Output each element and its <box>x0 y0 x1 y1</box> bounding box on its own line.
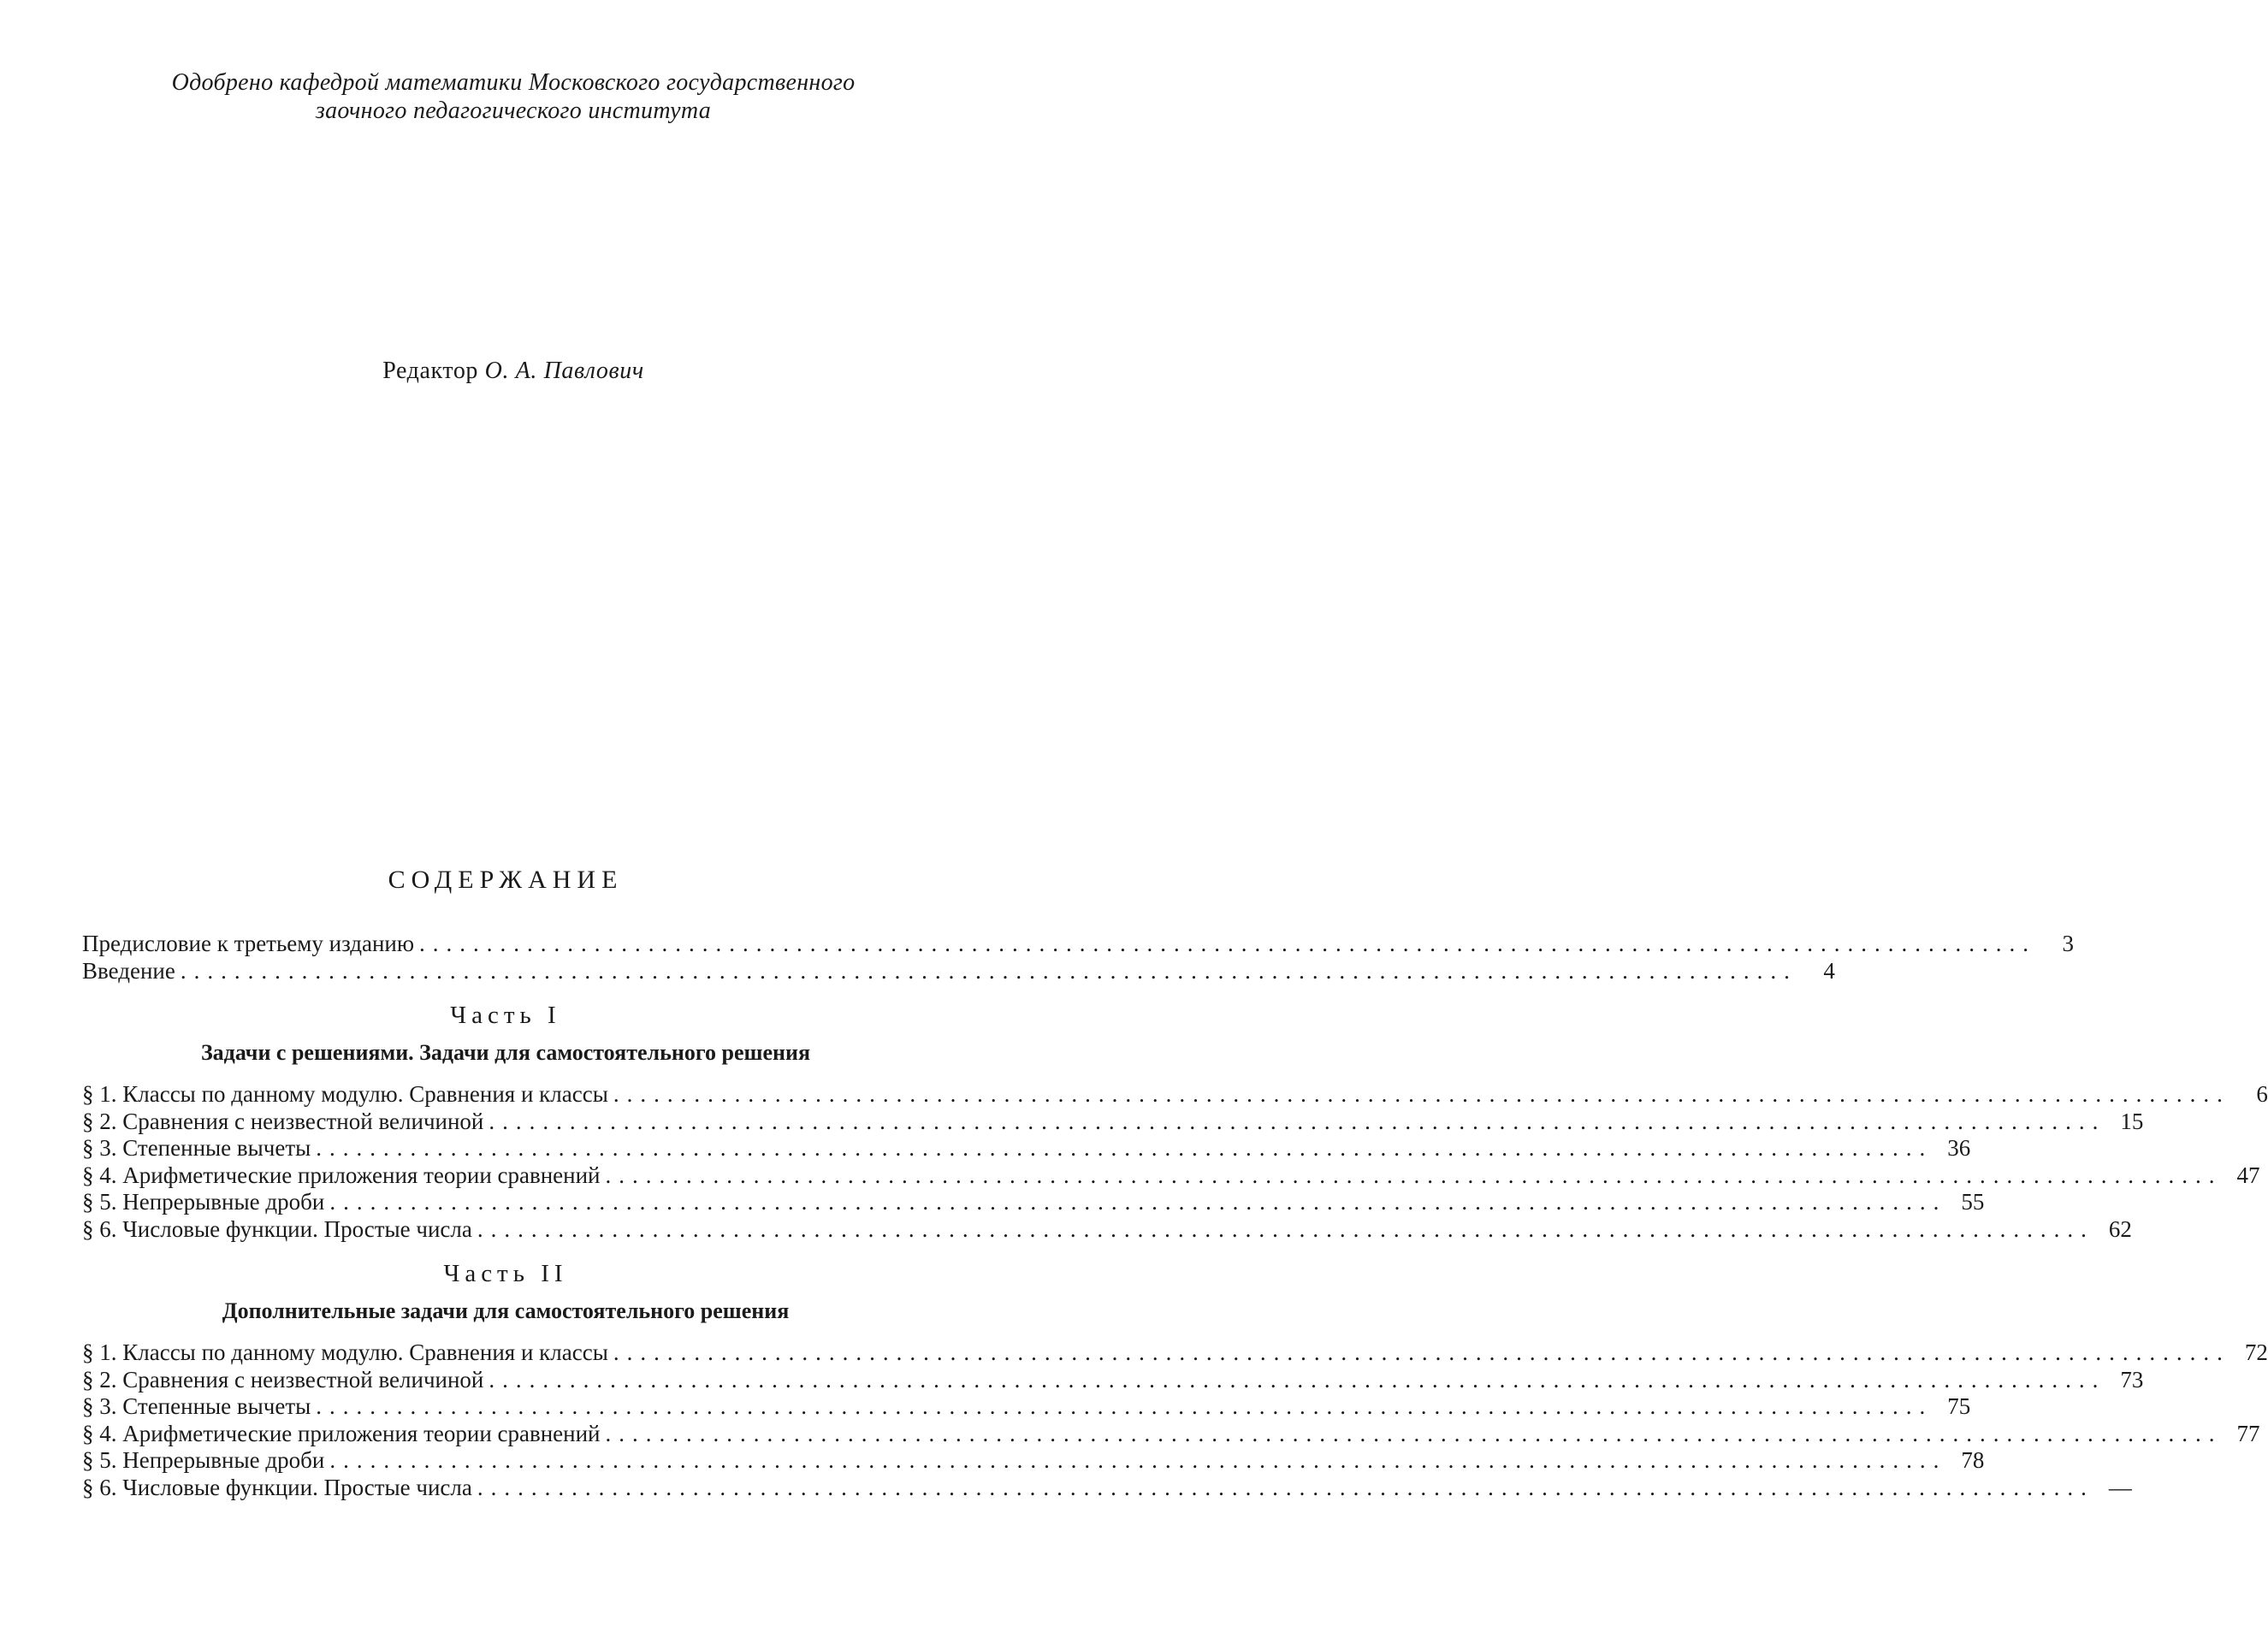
toc-entry-page: 75 <box>1947 1393 1971 1419</box>
editor-name: О. А. Павлович <box>484 358 644 384</box>
toc-leader: ........................................................................................................................ <box>316 1135 1933 1161</box>
toc-leader: ........................................................................................................................ <box>613 1339 2230 1365</box>
editor-credit <box>0 358 1027 385</box>
toc-intro <box>82 931 2075 985</box>
part-title: Часть I <box>450 1002 561 1029</box>
toc-entry-page: 78 <box>1961 1447 1985 1473</box>
toc-part-2 <box>82 1260 2268 1501</box>
toc-entry <box>82 1339 2268 1367</box>
toc-entry <box>82 1393 1971 1421</box>
toc-entry-label: § 6. Числовые функции. Простые числа <box>82 1474 472 1500</box>
toc-entry-page: 3 <box>2062 931 2075 956</box>
editor-label: Редактор <box>382 358 479 384</box>
toc-entry <box>82 1474 2132 1502</box>
part-subtitle: Задачи с решениями. Задачи для самостоятельного решения <box>200 1040 811 1065</box>
part-title: Часть II <box>443 1260 568 1287</box>
toc-entry-label: § 6. Числовые функции. Простые числа <box>82 1215 472 1242</box>
toc-leader: ........................................................................................................................ <box>477 1215 2094 1242</box>
toc-entry-label: Введение <box>82 957 175 984</box>
toc-entry-page: 36 <box>1947 1135 1971 1161</box>
toc-entry <box>82 1162 2260 1190</box>
toc-entry-label: § 2. Сравнения с неизвестной величиной <box>82 1366 484 1393</box>
toc-entry-page: 15 <box>2120 1108 2144 1134</box>
toc-entry-label: § 5. Непрерывные дроби <box>82 1447 325 1473</box>
toc-entry <box>82 931 2075 958</box>
toc-entry-page: 77 <box>2236 1420 2260 1446</box>
toc-entry-label: § 4. Арифметические приложения теории сравнений <box>82 1420 601 1446</box>
toc-entry <box>82 1215 2132 1244</box>
toc-entry-page: 73 <box>2120 1366 2144 1393</box>
toc-leader: ........................................................................................................................ <box>477 1474 2094 1500</box>
toc-entry <box>82 1366 2144 1394</box>
toc-entry-page: 4 <box>1823 957 1835 984</box>
toc-part-1 <box>82 1002 2268 1243</box>
toc-entry-page: 72 <box>2244 1339 2268 1365</box>
toc-entry-page: 55 <box>1961 1189 1985 1215</box>
toc-entry <box>82 1081 2268 1109</box>
toc-entry-label: § 3. Степенные вычеты <box>82 1393 311 1419</box>
toc-entry <box>82 1135 1971 1162</box>
toc-entry <box>82 1189 1985 1216</box>
toc-title: СОДЕРЖАНИЕ <box>388 866 624 894</box>
toc-entry-label: § 2. Сравнения с неизвестной величиной <box>82 1108 484 1134</box>
toc-entry <box>82 957 1835 985</box>
toc-leader: ........................................................................................................................ <box>605 1162 2223 1188</box>
toc-entry-label: § 1. Классы по данному модулю. Сравнения и классы <box>82 1339 608 1365</box>
toc-leader: ........................................................................................................................ <box>329 1447 1947 1473</box>
toc-leader: ........................................................................................................................ <box>180 957 1797 984</box>
approval-line-2: заочного педагогического института <box>315 98 712 124</box>
table-of-contents <box>82 866 2268 1501</box>
toc-entry-page: 62 <box>2108 1215 2132 1242</box>
toc-entry <box>82 1420 2260 1448</box>
part-subtitle: Дополнительные задачи для самостоятельного решения <box>222 1298 790 1323</box>
toc-leader: ........................................................................................................................ <box>489 1108 2106 1134</box>
toc-entry-label: § 1. Классы по данному модулю. Сравнения и классы <box>82 1081 608 1107</box>
toc-leader: ........................................................................................................................ <box>489 1366 2106 1393</box>
toc-leader: ........................................................................................................................ <box>613 1081 2230 1107</box>
toc-entry-page: 6 <box>2256 1081 2268 1107</box>
toc-leader: ........................................................................................................................ <box>329 1189 1947 1215</box>
toc-entry-label: § 3. Степенные вычеты <box>82 1135 311 1161</box>
toc-entry-label: § 4. Арифметические приложения теории сравнений <box>82 1162 601 1188</box>
toc-leader: ........................................................................................................................ <box>419 931 2037 956</box>
toc-leader: ........................................................................................................................ <box>605 1420 2223 1446</box>
toc-leader: ........................................................................................................................ <box>316 1393 1933 1419</box>
toc-entry <box>82 1108 2144 1136</box>
toc-entry <box>82 1447 1985 1475</box>
toc-entry-page: 47 <box>2236 1162 2260 1188</box>
approval-note <box>0 68 1027 125</box>
approval-line-1: Одобрено кафедрой математики Московского государственного <box>171 69 856 96</box>
toc-entry-label: Предисловие к третьему изданию <box>82 931 415 956</box>
toc-entry-label: § 5. Непрерывные дроби <box>82 1189 325 1215</box>
toc-entry-page: — <box>2108 1474 2132 1500</box>
